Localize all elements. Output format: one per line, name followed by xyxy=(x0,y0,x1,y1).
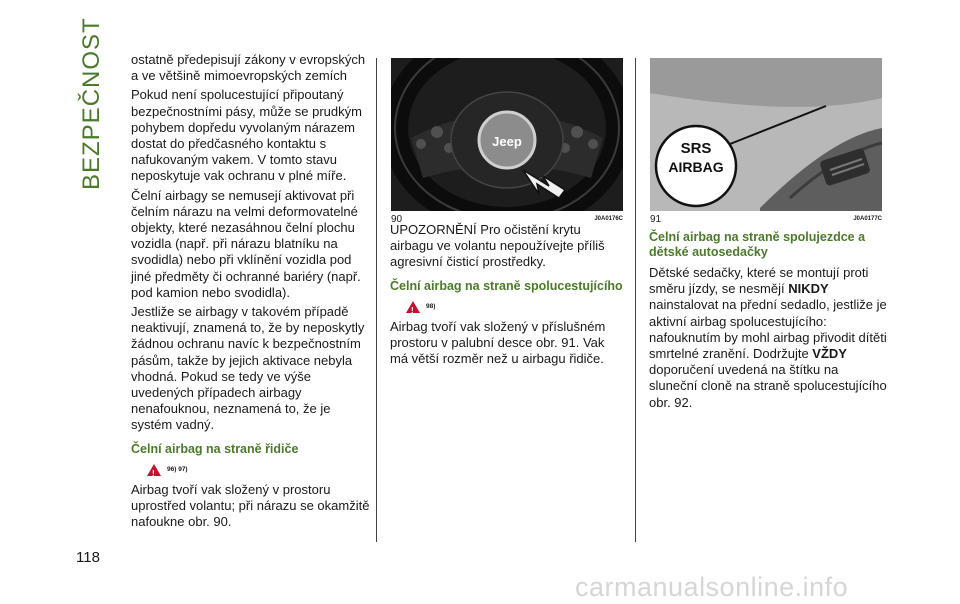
text-run: nainstalovat na přední sedadlo, jestliže je aktivní airbag spolucestujícího: nafouknutím by mohl airbag přivodit dítěti smrtelné zranění. Dodržujte xyxy=(649,297,887,362)
section-title: BEZPEČNOST xyxy=(78,17,105,190)
paragraph: Čelní airbagy se nemusejí aktivovat při čelním nárazu na velmi deformovatelné objekty, které nezasáhnou čelní plochu vozidla (např. při nárazu blatníku na svodidla) nebo při vklínění vozidla pod jiné předměty či ochranné bariéry (např. pod kamion nebo svodidla). xyxy=(131,187,361,300)
jeep-logo: Jeep xyxy=(492,134,522,149)
column-divider xyxy=(635,58,636,542)
section-heading-passenger-airbag: Čelní airbag na straně spolucestujícího xyxy=(390,278,623,293)
figure-number: 90 xyxy=(391,214,403,225)
warning-reference xyxy=(406,299,626,315)
warning-reference xyxy=(147,462,371,478)
section-heading-driver-airbag: Čelní airbag na straně řidiče xyxy=(131,441,299,456)
figure-code: J0A0177C xyxy=(853,216,882,222)
warning-triangle-icon: ! xyxy=(406,301,420,313)
paragraph: ostatně předepisují zákony v evropských a ve většině mimoevropských zemích xyxy=(131,52,366,84)
watermark: carmanualsonline.info xyxy=(575,572,849,602)
section-heading-child-seats: Čelní airbag na straně spolujezdce a dětské autosedačky xyxy=(649,230,866,259)
paragraph: Jestliže se airbagy v takovém případě neaktivují, znamená to, že by neposkytly žádnou ochranu navíc k bezpečnostním pásům, takže by jejich aktivace nebyla vhodná. Pokud se tedy ve výše uvedených případech airbagy nenafouknou, neznamená to, že je systém vadný. xyxy=(131,304,365,433)
paragraph: Airbag tvoří vak složený v prostoru uprostřed volantu; při nárazu se okamžitě nafoukne obr. 90. xyxy=(131,481,370,530)
column-divider xyxy=(376,58,377,542)
paragraph: Airbag tvoří vak složený v příslušném prostoru v palubní desce obr. 91. Vak má větší rozměr než u airbagu řidiče. xyxy=(390,318,606,367)
text-run: doporučení uvedená na štítku na sluneční cloně na straně spolucestujícího obr. 92. xyxy=(649,362,887,410)
dashboard-illustration xyxy=(650,58,882,211)
column-1 xyxy=(131,52,371,533)
paragraph: Pokud není spolucestující připoutaný bezpečnostními pásy, může se prudkým pohybem dopředu vyvolaným nárazem dostat do předčasného kontaktu s nafukovaným vakem. V tomto stavu neposkytuje vak ochranu v plné míře. xyxy=(131,87,362,184)
emphasis-never: NIKDY xyxy=(788,281,829,297)
paragraph xyxy=(649,265,887,411)
srs-label: SRS xyxy=(680,140,712,157)
airbag-label: AIRBAG xyxy=(668,159,724,175)
warning-refs: 96) 97) xyxy=(167,465,188,473)
column-2 xyxy=(390,222,626,370)
warning-refs: 98) xyxy=(426,302,436,310)
column-3 xyxy=(649,222,887,414)
figure-steering-wheel xyxy=(391,58,623,211)
figure-code: J0A0176C xyxy=(594,216,623,222)
emphasis-always: VŽDY xyxy=(812,346,847,362)
warning-triangle-icon: ! xyxy=(147,464,161,476)
paragraph: UPOZORNĚNÍ Pro očistění krytu airbagu ve volantu nepoužívejte příliš agresivní čisticí prostředky. xyxy=(390,222,605,270)
figure-number: 91 xyxy=(650,214,662,225)
page-number: 118 xyxy=(76,549,100,566)
text-run: Dětské sedačky, které se montují proti směru jízdy, se nesmějí xyxy=(649,265,869,297)
figure-dashboard-airbag xyxy=(650,58,882,211)
